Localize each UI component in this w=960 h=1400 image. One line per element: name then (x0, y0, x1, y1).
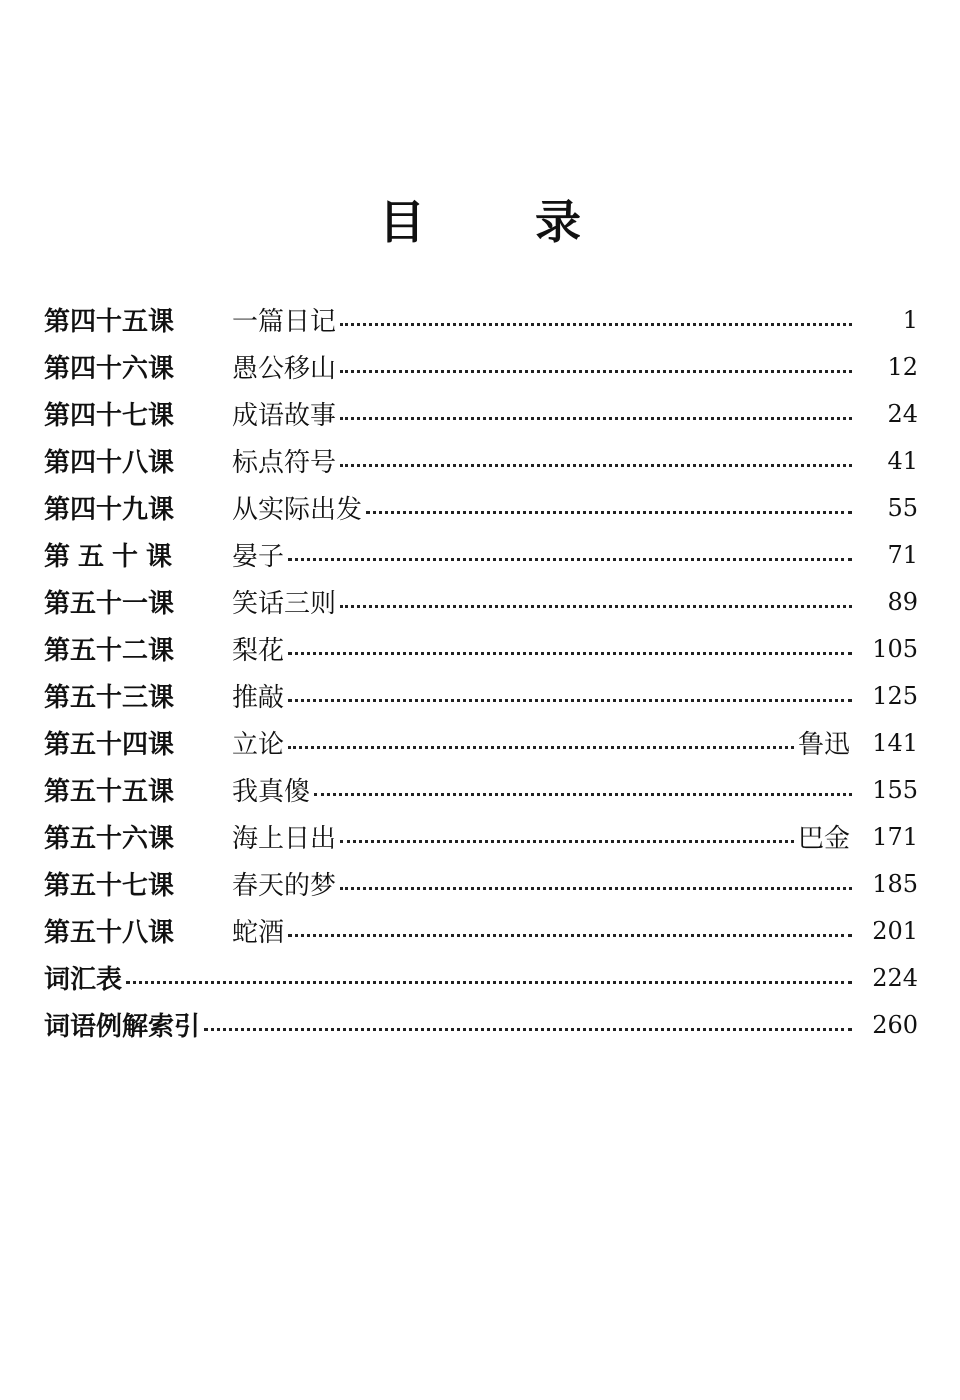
page-number: 89 (887, 587, 918, 616)
page-title (0, 186, 960, 252)
lesson-number: 第五十四课 (44, 730, 175, 760)
page-number: 185 (872, 869, 918, 898)
lesson-title: 海上日出 (232, 824, 337, 854)
toc-entry[interactable] (44, 766, 918, 813)
toc-entry[interactable] (44, 296, 918, 343)
page-number: 41 (887, 446, 918, 475)
dot-leader (288, 699, 852, 702)
lesson-title: 立论 (232, 730, 285, 760)
toc-appendix-entry[interactable] (44, 1001, 918, 1048)
lesson-title: 一篇日记 (232, 307, 337, 337)
toc-entry[interactable] (44, 907, 918, 954)
lesson-number: 第五十五课 (44, 777, 175, 807)
table-of-contents (44, 296, 918, 1048)
page-number: 1 (902, 305, 918, 334)
page-number: 171 (872, 822, 918, 851)
dot-leader (340, 464, 852, 467)
dot-leader (340, 370, 852, 373)
toc-appendix-entry[interactable] (44, 954, 918, 1001)
toc-entry[interactable] (44, 625, 918, 672)
page-number: 224 (872, 963, 918, 992)
page-number: 260 (872, 1010, 918, 1039)
lesson-title: 笑话三则 (232, 589, 337, 619)
lesson-title: 蛇酒 (232, 918, 285, 948)
title-char-1: 目 (379, 195, 425, 249)
lesson-number: 第五十课 (44, 542, 181, 572)
lesson-number: 第四十七课 (44, 401, 175, 431)
lesson-number: 第五十三课 (44, 683, 175, 713)
page-number: 71 (887, 540, 918, 569)
toc-entry[interactable] (44, 719, 918, 766)
lesson-number: 第五十七课 (44, 871, 175, 901)
lesson-title: 标点符号 (232, 448, 337, 478)
toc-entry[interactable] (44, 390, 918, 437)
lesson-title: 成语故事 (232, 401, 337, 431)
lesson-title: 晏子 (232, 542, 285, 572)
lesson-author: 鲁迅 (797, 730, 850, 760)
toc-entry[interactable] (44, 531, 918, 578)
lesson-number: 第五十八课 (44, 918, 175, 948)
lesson-number: 第五十二课 (44, 636, 175, 666)
dot-leader (314, 793, 852, 796)
toc-entry[interactable] (44, 672, 918, 719)
page-number: 24 (887, 399, 918, 428)
page-number: 141 (872, 728, 918, 757)
lesson-title: 梨花 (232, 636, 285, 666)
lesson-number: 第四十六课 (44, 354, 175, 384)
dot-leader (340, 887, 852, 890)
lesson-title: 从实际出发 (232, 495, 363, 525)
page-number: 155 (872, 775, 918, 804)
page-number: 55 (887, 493, 918, 522)
dot-leader (340, 417, 852, 420)
toc-entry[interactable] (44, 578, 918, 625)
lesson-author: 巴金 (797, 824, 850, 854)
dot-leader (288, 558, 852, 561)
dot-leader (204, 1028, 852, 1031)
toc-entry[interactable] (44, 343, 918, 390)
dot-leader (340, 840, 794, 843)
lesson-title: 愚公移山 (232, 354, 337, 384)
appendix-title: 词语例解索引 (44, 1012, 201, 1042)
page-number: 105 (872, 634, 918, 663)
toc-entry[interactable] (44, 437, 918, 484)
appendix-title: 词汇表 (44, 965, 123, 995)
lesson-number: 第五十一课 (44, 589, 175, 619)
lesson-number: 第四十八课 (44, 448, 175, 478)
lesson-title: 我真傻 (232, 777, 311, 807)
page-number: 125 (872, 681, 918, 710)
lesson-title: 推敲 (232, 683, 285, 713)
title-char-2: 录 (535, 195, 581, 249)
page-number: 201 (872, 916, 918, 945)
lesson-title: 春天的梦 (232, 871, 337, 901)
dot-leader (340, 605, 852, 608)
toc-entry[interactable] (44, 484, 918, 531)
page-number: 12 (887, 352, 918, 381)
lesson-number: 第四十九课 (44, 495, 175, 525)
dot-leader (126, 981, 852, 984)
dot-leader (366, 511, 852, 514)
lesson-number: 第四十五课 (44, 307, 175, 337)
dot-leader (288, 652, 852, 655)
toc-entry[interactable] (44, 813, 918, 860)
lesson-number: 第五十六课 (44, 824, 175, 854)
dot-leader (288, 934, 852, 937)
toc-entry[interactable] (44, 860, 918, 907)
dot-leader (288, 746, 794, 749)
dot-leader (340, 323, 852, 326)
